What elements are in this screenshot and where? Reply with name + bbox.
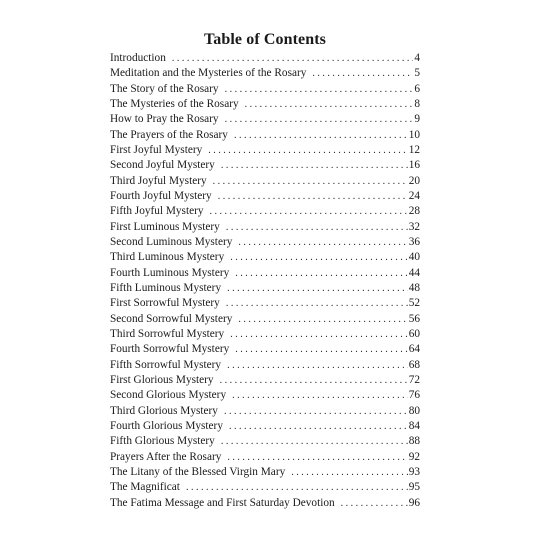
toc-dot-leader (225, 112, 414, 127)
toc-entry-label: The Fatima Message and First Saturday Devotion (110, 496, 335, 509)
toc-entry (110, 158, 420, 173)
toc-entry (110, 465, 420, 480)
toc-dot-leader (235, 342, 407, 357)
toc-entry-label: Third Joyful Mystery (110, 174, 207, 187)
toc-entry-page-number: 56 (408, 312, 420, 325)
toc-entry (110, 419, 420, 434)
toc-entry-page-number: 80 (408, 404, 420, 417)
toc-entry-label: Second Joyful Mystery (110, 159, 215, 172)
toc-entry-label: The Litany of the Blessed Virgin Mary (110, 465, 286, 478)
toc-entry (110, 342, 420, 357)
toc-entry-page-number: 64 (408, 343, 420, 356)
toc-entry (110, 450, 420, 465)
toc-entry-label: Fifth Sorrowful Mystery (110, 358, 222, 371)
toc-dot-leader (230, 327, 407, 342)
toc-entry (110, 496, 420, 511)
toc-entry-page-number: 60 (408, 327, 420, 340)
toc-entry (110, 312, 420, 327)
toc-dot-leader (291, 465, 407, 480)
toc-entry-page-number: 10 (408, 128, 420, 141)
toc-entry-label: First Joyful Mystery (110, 143, 203, 156)
toc-entry (110, 174, 420, 189)
toc-dot-leader (210, 204, 408, 219)
toc-entry-page-number: 4 (414, 52, 420, 64)
toc-entry-page-number: 32 (408, 220, 420, 233)
toc-entry-label: First Luminous Mystery (110, 220, 220, 233)
toc-entry (110, 97, 420, 112)
toc-dot-leader (220, 373, 408, 388)
toc-entry-page-number: 68 (408, 358, 420, 371)
toc-entry-label: The Prayers of the Rosary (110, 128, 228, 141)
toc-dot-leader (235, 266, 407, 281)
toc-dot-leader (238, 312, 407, 327)
toc-entry (110, 143, 420, 158)
toc-dot-leader (172, 51, 413, 66)
toc-dot-leader (227, 281, 408, 296)
toc-list (110, 51, 420, 511)
toc-dot-leader (232, 388, 408, 403)
toc-entry (110, 112, 420, 127)
toc-entry-label: Prayers After the Rosary (110, 450, 222, 463)
toc-dot-leader (227, 358, 408, 373)
toc-dot-leader (245, 97, 414, 112)
toc-entry-label: Fourth Sorrowful Mystery (110, 343, 230, 356)
toc-dot-leader (227, 450, 407, 465)
toc-dot-leader (221, 158, 408, 173)
toc-entry-page-number: 20 (408, 174, 420, 187)
toc-entry-page-number: 12 (408, 143, 420, 156)
toc-entry-page-number: 40 (408, 251, 420, 264)
toc-entry-page-number: 8 (414, 97, 420, 110)
toc-dot-leader (186, 480, 408, 495)
toc-entry (110, 51, 420, 66)
toc-entry (110, 327, 420, 342)
toc-entry-label: Fifth Luminous Mystery (110, 281, 222, 294)
toc-entry-page-number: 88 (408, 435, 420, 448)
toc-entry (110, 266, 420, 281)
toc-entry-page-number: 52 (408, 297, 420, 310)
toc-entry (110, 250, 420, 265)
toc-dot-leader (221, 434, 408, 449)
toc-entry (110, 388, 420, 403)
toc-dot-leader (234, 128, 408, 143)
toc-entry-label: Third Sorrowful Mystery (110, 327, 225, 340)
toc-entry-label: Third Luminous Mystery (110, 251, 225, 264)
toc-entry-label: Fourth Joyful Mystery (110, 189, 212, 202)
toc-entry-page-number: 48 (408, 281, 420, 294)
toc-entry-page-number: 96 (408, 496, 420, 509)
toc-dot-leader (226, 220, 408, 235)
toc-entry (110, 281, 420, 296)
toc-entry-label: Fourth Luminous Mystery (110, 266, 230, 279)
toc-dot-leader (218, 189, 408, 204)
toc-page (110, 30, 420, 511)
toc-dot-leader (238, 235, 407, 250)
toc-entry-page-number: 44 (408, 266, 420, 279)
toc-entry (110, 220, 420, 235)
toc-entry-page-number: 24 (408, 189, 420, 202)
toc-entry-page-number: 84 (408, 419, 420, 432)
toc-dot-leader (230, 250, 407, 265)
toc-entry (110, 128, 420, 143)
toc-entry-label: Second Luminous Mystery (110, 235, 233, 248)
toc-entry-label: The Story of the Rosary (110, 82, 219, 95)
toc-entry-page-number: 76 (408, 389, 420, 402)
toc-entry (110, 189, 420, 204)
toc-entry-page-number: 92 (408, 450, 420, 463)
toc-entry (110, 373, 420, 388)
toc-entry-label: Third Glorious Mystery (110, 404, 218, 417)
toc-dot-leader (208, 143, 407, 158)
toc-entry-label: First Sorrowful Mystery (110, 297, 220, 310)
toc-dot-leader (226, 296, 408, 311)
toc-dot-leader (224, 404, 408, 419)
toc-entry-page-number: 93 (408, 465, 420, 478)
toc-entry (110, 296, 420, 311)
toc-entry-page-number: 95 (408, 481, 420, 494)
toc-entry-label: Second Glorious Mystery (110, 389, 227, 402)
toc-entry (110, 434, 420, 449)
toc-entry (110, 82, 420, 97)
toc-dot-leader (341, 496, 408, 511)
toc-entry-page-number: 9 (414, 113, 420, 126)
toc-entry-label: Second Sorrowful Mystery (110, 312, 233, 325)
toc-entry-page-number: 28 (408, 205, 420, 218)
toc-entry (110, 404, 420, 419)
toc-entry-label: Fifth Joyful Mystery (110, 205, 204, 218)
toc-entry-page-number: 6 (414, 82, 420, 95)
toc-entry-page-number: 36 (408, 235, 420, 248)
toc-entry-page-number: 16 (408, 159, 420, 172)
toc-entry-label: How to Pray the Rosary (110, 113, 219, 126)
toc-entry-label: Fifth Glorious Mystery (110, 435, 215, 448)
toc-dot-leader (213, 174, 408, 189)
toc-entry-page-number: 72 (408, 373, 420, 386)
toc-entry (110, 66, 420, 81)
toc-entry (110, 235, 420, 250)
toc-entry-label: Meditation and the Mysteries of the Rosary (110, 67, 307, 80)
page-title: Table of Contents (203, 31, 326, 48)
toc-dot-leader (225, 82, 414, 97)
toc-entry (110, 204, 420, 219)
toc-entry-label: The Mysteries of the Rosary (110, 97, 239, 110)
toc-entry (110, 480, 420, 495)
toc-entry-label: Introduction (110, 52, 166, 64)
toc-dot-leader (229, 419, 408, 434)
toc-dot-leader (312, 66, 413, 81)
toc-entry (110, 358, 420, 373)
toc-entry-label: First Glorious Mystery (110, 373, 214, 386)
toc-entry-label: Fourth Glorious Mystery (110, 419, 223, 432)
toc-entry-page-number: 5 (414, 67, 420, 80)
toc-entry-label: The Magnificat (110, 481, 180, 494)
